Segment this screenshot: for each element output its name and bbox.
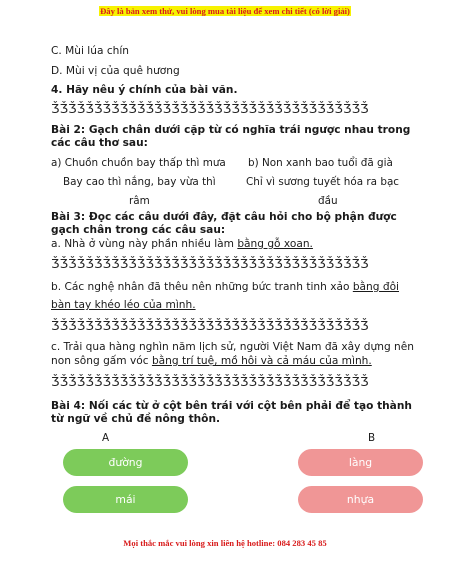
column-b-label: B (368, 432, 376, 444)
preview-banner-text: Đây là bản xem thử, vui lòng mua tài liệu để xem chi tiết (có lời giải) (100, 6, 350, 16)
bai2-poem-a-line3: râm (129, 195, 150, 207)
answer-dots-line: ǮǮǮǮǮǮǮǮǮǮǮǮǮǮǮǮǮǮǮǮǮǮǮǮǮǮǮǮǮǮǮǮǮǮǮǮǮ (51, 256, 369, 271)
bai3-title-line2: gạch chân trong các câu sau: (51, 224, 226, 236)
bai3-a-text: a. Nhà ở vùng này phần nhiều làm (51, 238, 238, 250)
word-duong[interactable]: đường (63, 449, 188, 476)
bai3-c-underlined: bằng trí tuệ, mồ hôi và cả máu của mình. (151, 355, 372, 367)
word-mai[interactable]: mái (63, 486, 188, 513)
answer-dots-line: ǮǮǮǮǮǮǮǮǮǮǮǮǮǮǮǮǮǮǮǮǮǮǮǮǮǮǮǮǮǮǮǮǮǮǮǮǮ (51, 374, 369, 389)
bai2-title-line1: Bài 2: Gạch chân dưới cặp từ có nghĩa trái ngược nhau trong (51, 124, 411, 136)
bai3-a-underlined: bằng gỗ xoan. (237, 238, 313, 250)
bai3-c-text: non sông gấm vóc (51, 355, 152, 367)
hotline-banner: Mọi thắc mắc vui lòng xin liên hệ hotline: 084 283 45 85 (123, 538, 327, 548)
column-a-label: A (102, 432, 110, 444)
bai2-title-line2: các câu thơ sau: (51, 137, 148, 149)
bai4-title-line2: từ ngữ về chủ đề nông thôn. (51, 413, 221, 425)
bai3-sentence-c (51, 355, 372, 368)
bai2-poem-b-line2: Chỉ vì sương tuyết hóa ra bạc (246, 176, 400, 188)
preview-banner (0, 6, 450, 16)
bai3-b-text: b. Các nghệ nhân đã thêu nên những bức tranh tinh xảo (51, 281, 353, 293)
bai3-sentence-b (51, 281, 399, 294)
bai2-poem-b-line3: đầu (318, 195, 338, 207)
word-nhua[interactable]: nhựa (298, 486, 423, 513)
bai3-sentence-a (51, 238, 313, 251)
bai3-b-underlined: bằng đôi (352, 281, 399, 293)
bai3-b-underlined-cont: bàn tay khéo léo của mình. (51, 299, 196, 311)
question-4: 4. Hãy nêu ý chính của bài văn. (51, 84, 238, 96)
option-d: D. Mùi vị của quê hương (51, 65, 180, 77)
answer-dots-line: ǮǮǮǮǮǮǮǮǮǮǮǮǮǮǮǮǮǮǮǮǮǮǮǮǮǮǮǮǮǮǮǮǮǮǮǮǮ (51, 101, 369, 116)
bai2-poem-a-line2: Bay cao thì nắng, bay vừa thì (63, 176, 216, 188)
bai2-poem-a-line1: a) Chuồn chuồn bay thấp thì mưa (51, 157, 226, 169)
bai3-c-line1: c. Trải qua hàng nghìn năm lịch sử, người Việt Nam đã xây dựng nên (51, 341, 414, 353)
bai4-title-line1: Bài 4: Nối các từ ở cột bên trái với cột bên phải để tạo thành (51, 400, 412, 412)
option-c: C. Mùi lúa chín (51, 45, 130, 57)
word-lang[interactable]: làng (298, 449, 423, 476)
bai3-title-line1: Bài 3: Đọc các câu dưới đây, đặt câu hỏi cho bộ phận được (51, 211, 397, 223)
bai2-poem-b-line1: b) Non xanh bao tuổi đã già (248, 157, 393, 169)
answer-dots-line: ǮǮǮǮǮǮǮǮǮǮǮǮǮǮǮǮǮǮǮǮǮǮǮǮǮǮǮǮǮǮǮǮǮǮǮǮǮ (51, 318, 369, 333)
